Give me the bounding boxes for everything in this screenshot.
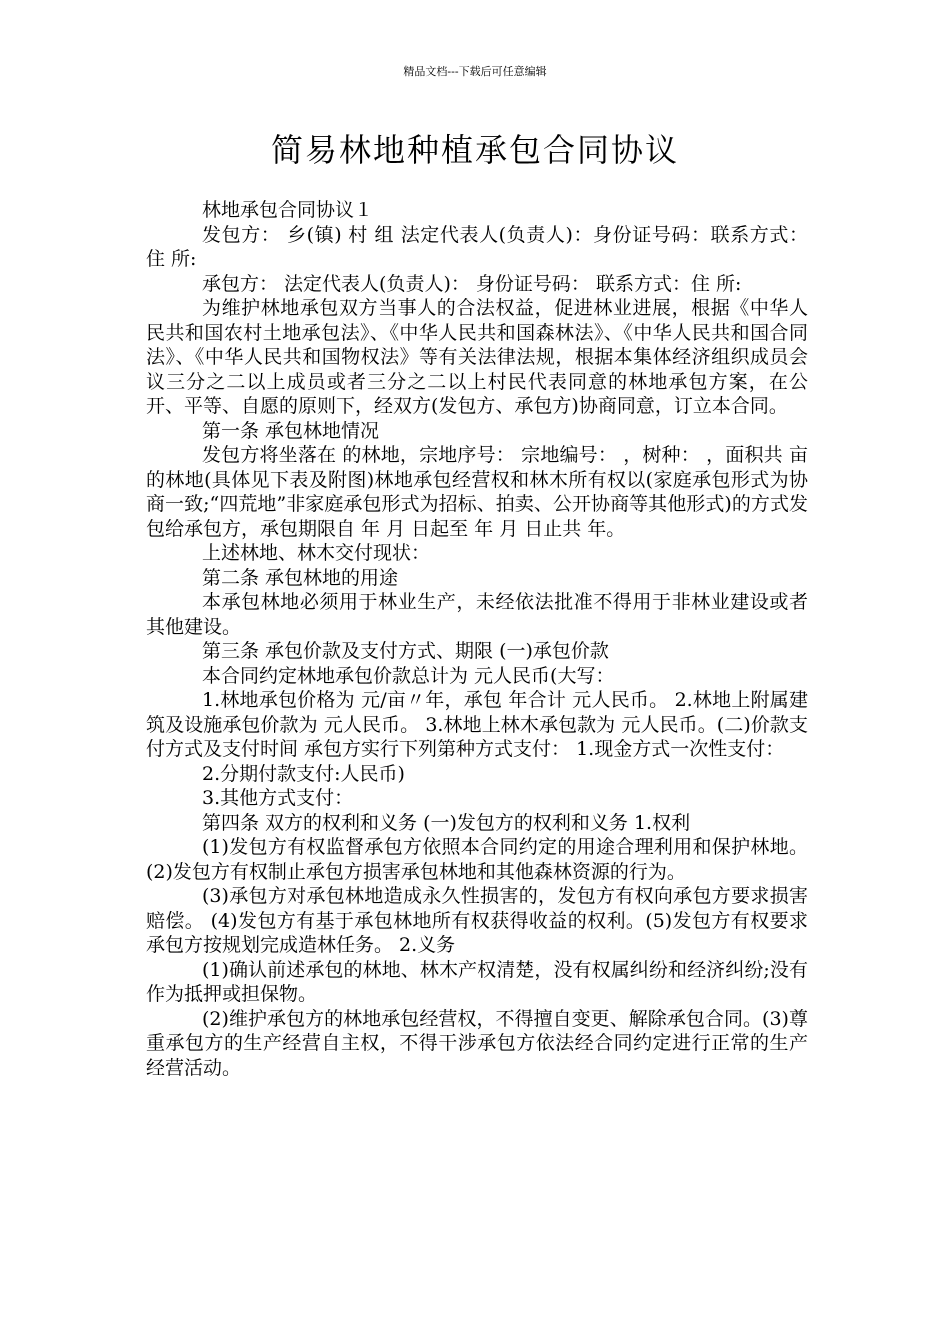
paragraph-party-a: 发包方： 乡(镇) 村 组 法定代表人(负责人)：身份证号码：联系方式： 住 所: [146,223,808,270]
article-3-price-items: 1.林地承包价格为 元/亩〃年，承包 年合计 元人民币。 2.林地上附属建筑及设施承包价款为 元人民币。 3.林地上林木承包款为 元人民币。(二)价款支付方式及支付时间 承包方实行下列第种方式支付： 1.现金方式一次性支付： [146,689,808,760]
article-4-obligation-1: (1)确认前述承包的林地、林木产权清楚，没有权属纠纷和经济纠纷;没有作为抵押或担保物。 [146,958,808,1005]
article-3-total-price: 本合同约定林地承包价款总计为 元人民币(大写： [202,664,615,687]
article-2-body: 本承包林地必须用于林业生产，未经依法批准不得用于非林业建设或者其他建设。 [146,591,808,638]
paragraph-agreement-number: 林地承包合同协议１ [202,199,374,221]
article-4-rights-3-5: (3)承包方对承包林地造成永久性损害的，发包方有权向承包方要求损害赔偿。 (4)发包方有基于承包林地所有权获得收益的权利。(5)发包方有权要求承包方按规划完成造林任务。 2.义务 [146,885,808,956]
article-1-delivery-status: 上述林地、林木交付现状： [202,542,431,564]
paragraph-party-b: 承包方： 法定代表人(负责人)： 身份证号码： 联系方式：住 所: [202,272,742,295]
article-4-obligation-2-3: (2)维护承包方的林地承包经营权，不得擅自变更、解除承包合同。(3)尊重承包方的生产经营自主权，不得干涉承包方依法经合同约定进行正常的生产经营活动。 [146,1007,808,1079]
header-note: 精品文档---下载后可任意编辑 [403,65,547,78]
article-1-heading: 第一条 承包林地情况 [202,419,380,442]
article-4-rights-1-2: (1)发包方有权监督承包方依照本合同约定的用途合理利用和保护林地。 (2)发包方有权制止承包方损害承包林地和其他森林资源的行为。 [146,836,808,883]
paragraph-preamble: 为维护林地承包双方当事人的合法权益，促进林业进展，根据《中华人民共和国农村土地承包法》、《中华人民共和国森林法》、《中华人民共和国合同法》、《中华人民共和国物权法》等有关法律法规，根据本集体经济组织成员会议三分之二以上成员或者三分之二以上村民代表同意的林地承包方案，在公开、平等、自愿的原则下，经双方(发包方、承包方)协商同意，订立本合同。 [146,297,808,417]
article-1-body: 发包方将坐落在 的林地，宗地序号： 宗地编号： ，树种： ，面积共 亩的林地(具体见下表及附图)林地承包经营权和林木所有权以(家庭承包形式为协商一致;“四荒地”非家庭承包形式为招标、拍卖、公开协商等其他形式)的方式发包给承包方，承包期限自 年 月 日起至 年 月 日止共 年。 [146,444,808,540]
document-body [146,198,808,1080]
article-3-heading: 第三条 承包价款及支付方式、期限 (一)承包价款 [202,640,609,662]
article-3-other-payment: 3.其他方式支付： [202,787,354,809]
article-3-installment: 2.分期付款支付:人民币) [202,762,405,785]
article-2-heading: 第二条 承包林地的用途 [202,566,399,589]
article-4-heading: 第四条 双方的权利和义务 (一)发包方的权利和义务 1.权利 [202,811,691,834]
document-title: 简易林地种植承包合同协议 [270,131,679,169]
